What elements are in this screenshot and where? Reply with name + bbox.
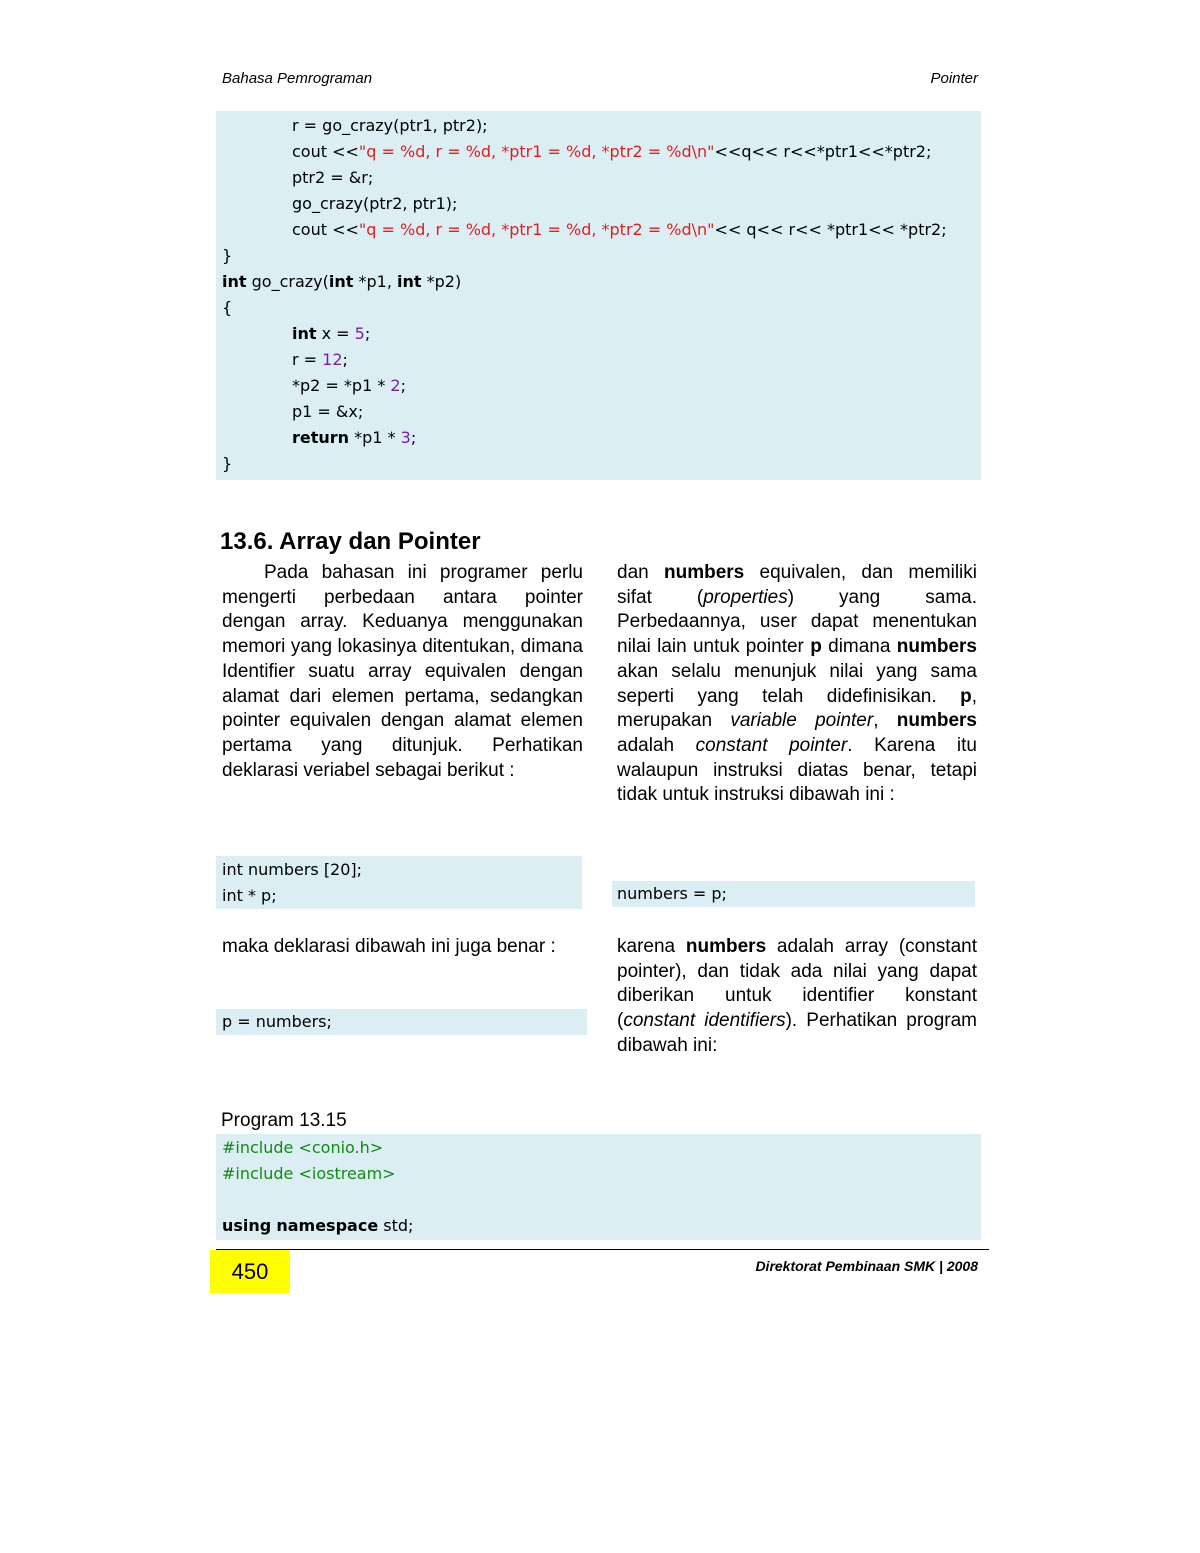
code-line: go_crazy(ptr2, ptr1); (292, 194, 458, 213)
code-line: int go_crazy(int *p1, int *p2) (222, 272, 462, 291)
code-block-top (216, 111, 981, 480)
code-line: } (222, 454, 233, 473)
code-line: } (222, 246, 233, 265)
code-line: p = numbers; (222, 1012, 332, 1031)
paragraph: karena numbers adalah array (constant pointer), dan tidak ada nilai yang dapat diberikan untuk identifier konstant (constant identifiers). Perhatikan program dibawah ini: (617, 936, 978, 1056)
left-column (222, 561, 583, 783)
code-line: #include <iostream> (222, 1164, 396, 1183)
code-block-program (216, 1134, 981, 1240)
code-line: { (222, 298, 233, 317)
right-column-lower (617, 935, 977, 1059)
paragraph: maka deklarasi dibawah ini juga benar : (222, 936, 556, 957)
paragraph: Pada bahasan ini programer perlu mengerti perbedaan antara pointer dengan array. Keduanya menggunakan memori yang lokasinya ditentukan, dimana Identifier suatu array equivalen dengan alamat dari elemen pertama, sedangkan pointer equivalen dengan alamat elemen pertama yang ditunjuk. Perhatikan deklarasi veriabel sebagai berikut : (222, 562, 583, 781)
running-header-left: Bahasa Pemrograman (222, 70, 373, 87)
right-column (617, 561, 977, 808)
code-block-assign (216, 1009, 587, 1035)
code-line: return *p1 * 3; (292, 428, 417, 447)
paragraph: dan numbers equivalen, dan memiliki sifat (properties) yang sama. Perbedaannya, user dapat menentukan nilai lain untuk pointer p dimana numbers akan selalu menunjuk nilai yang sama seperti yang telah didefinisikan. p, merupakan variable pointer, numbers adalah constant pointer. Karena itu walaupun instruksi diatas benar, tetapi tidak untuk instruksi dibawah ini : (617, 562, 978, 806)
code-line-blank (222, 1187, 981, 1213)
code-block-invalid (612, 881, 975, 907)
code-line: cout <<"q = %d, r = %d, *ptr1 = %d, *ptr2 = %d\n"<< q<< r<< *ptr1<< *ptr2; (292, 220, 947, 239)
code-block-declaration (216, 856, 582, 909)
code-line: r = 12; (292, 350, 348, 369)
code-line: ptr2 = &r; (292, 168, 374, 187)
running-header-right: Pointer (930, 70, 978, 87)
code-line: cout <<"q = %d, r = %d, *ptr1 = %d, *ptr2 = %d\n"<<q<< r<<*ptr1<<*ptr2; (292, 142, 932, 161)
code-line: int numbers [20]; (222, 860, 363, 879)
code-line: p1 = &x; (292, 402, 364, 421)
section-title: 13.6. Array dan Pointer (220, 528, 481, 555)
code-line: *p2 = *p1 * 2; (292, 376, 406, 395)
code-line: using namespace std; (222, 1216, 414, 1235)
left-column-lower (222, 935, 583, 960)
code-line: numbers = p; (617, 884, 727, 903)
footer-rule (216, 1249, 989, 1250)
footer-credit: Direktorat Pembinaan SMK | 2008 (755, 1258, 978, 1274)
code-line: int x = 5; (292, 324, 371, 343)
page-number: 450 (210, 1250, 290, 1293)
code-line: #include <conio.h> (222, 1138, 384, 1157)
code-line: int * p; (222, 886, 277, 905)
code-line: r = go_crazy(ptr1, ptr2); (292, 116, 488, 135)
program-label: Program 13.15 (221, 1110, 347, 1131)
